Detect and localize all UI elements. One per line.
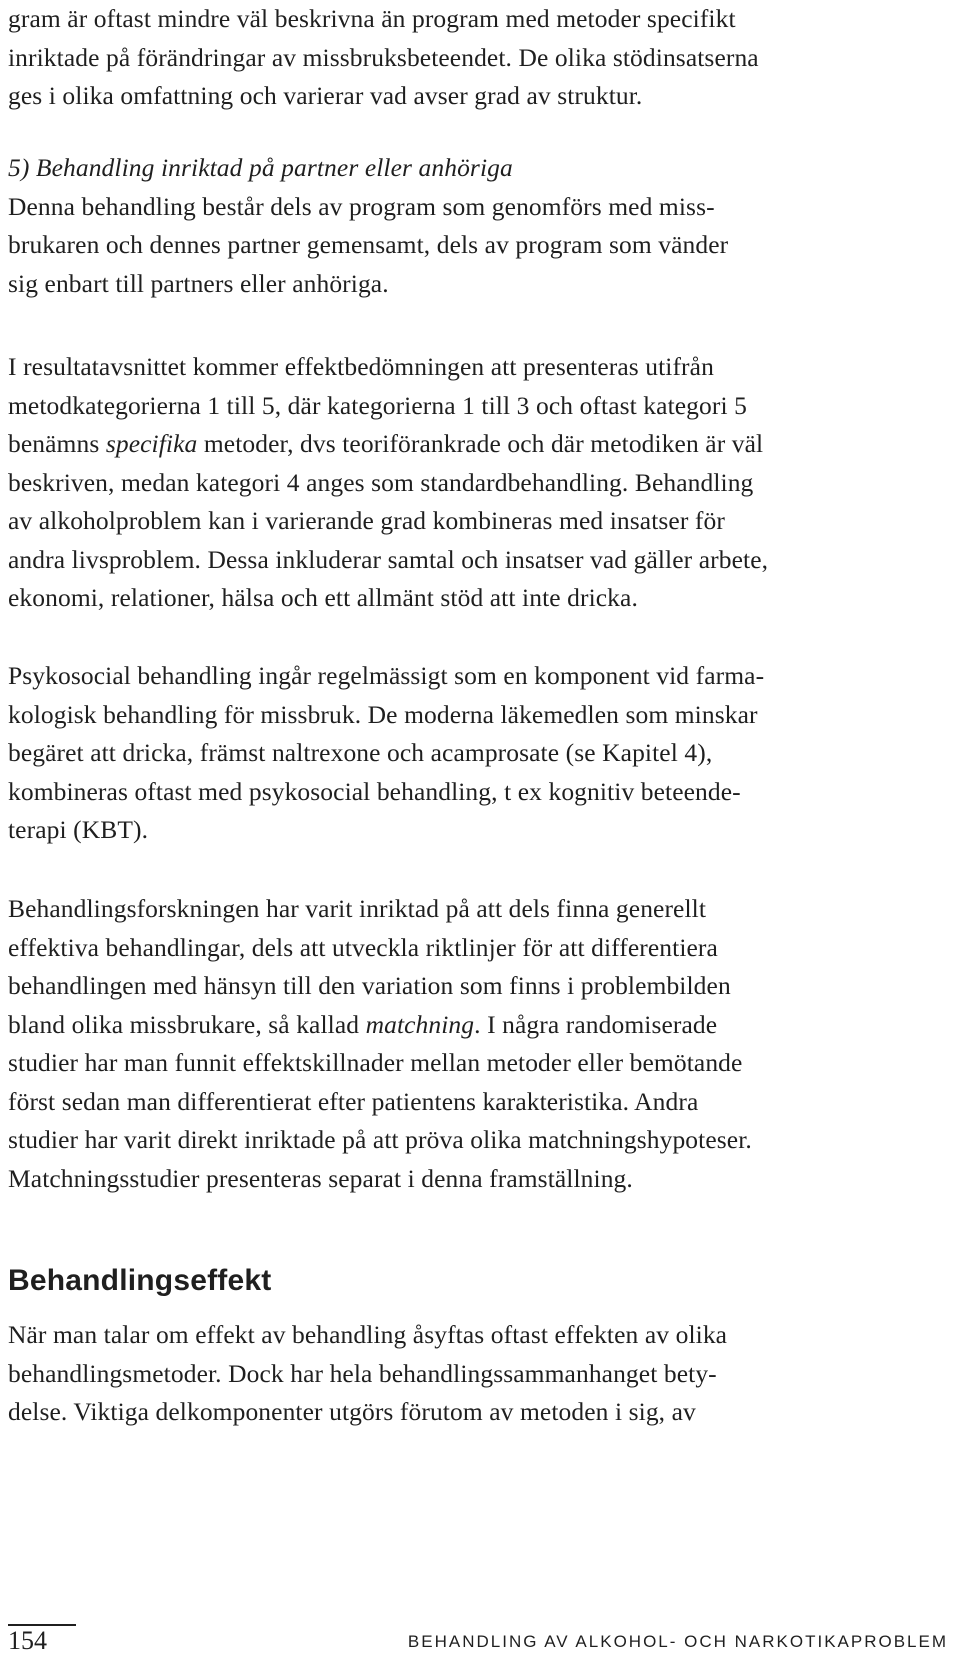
text-line: Denna behandling består dels av program som genomförs med miss-	[8, 191, 715, 221]
text-span: benämns	[8, 429, 106, 458]
text-line: ges i olika omfattning och varierar vad avser grad av struktur.	[8, 81, 643, 110]
text-line: studier har varit direkt inriktade på att pröva olika matchningshypoteser.	[8, 1125, 752, 1154]
text-line: sig enbart till partners eller anhöriga.	[8, 268, 389, 298]
page-number: 154	[8, 1626, 47, 1655]
text-line: Psykosocial behandling ingår regelmässigt som en komponent vid farma-	[8, 661, 765, 690]
text-span: bland olika missbrukare, så kallad	[8, 1009, 366, 1039]
section-5-title: 5) Behandling inriktad på partner eller anhöriga	[8, 153, 513, 182]
text-line: metodkategorierna 1 till 5, där kategorierna 1 till 3 och oftast kategori 5	[8, 390, 747, 420]
text-line: först sedan man differentierat efter patientens karakteristika. Andra	[8, 1086, 699, 1116]
section-heading: Behandlingseffekt	[8, 1264, 272, 1297]
text-line: effektiva behandlingar, dels att utveckla riktlinjer för att differentiera	[8, 932, 718, 962]
text-line: Matchningsstudier presenteras separat i denna framställning.	[8, 1163, 633, 1193]
emphasis-specifika: specifika	[105, 429, 198, 458]
text-line: brukaren och dennes partner gemensamt, dels av program som vänder	[8, 230, 729, 259]
effect-paragraph	[8, 1316, 727, 1432]
text-line	[8, 1006, 752, 1045]
section-5-paragraph	[8, 149, 728, 303]
page-footer	[8, 1624, 948, 1654]
text-line: av alkoholproblem kan i varierande grad kombineras med insatser för	[8, 506, 725, 535]
running-title: BEHANDLING AV ALKOHOL- OCH NARKOTIKAPROBLEM	[407, 1632, 948, 1651]
text-line: behandlingsmetoder. Dock har hela behandlingssammanhanget bety-	[8, 1358, 717, 1388]
text-line: delse. Viktiga delkomponenter utgörs förutom av metoden i sig, av	[8, 1397, 696, 1426]
text-line: begäret att dricka, främst naltrexone och acamprosate (se Kapitel 4),	[8, 738, 713, 767]
intro-paragraph	[8, 0, 759, 116]
text-line: terapi (KBT).	[8, 815, 149, 844]
text-line: Behandlingsforskningen har varit inriktad på att dels finna generellt	[8, 894, 707, 923]
text-line: gram är oftast mindre väl beskrivna än program med metoder specifikt	[8, 4, 736, 33]
text-span: . I några randomiserade	[474, 1009, 718, 1039]
text-line: studier har man funnit effektskillnader mellan metoder eller bemötande	[8, 1048, 743, 1077]
psychosocial-paragraph	[8, 657, 764, 850]
emphasis-matchning: matchning	[365, 1009, 475, 1039]
text-line: andra livsproblem. Dessa inkluderar samtal och insatser vad gäller arbete,	[8, 544, 769, 574]
text-line: beskriven, medan kategori 4 anges som standardbehandling. Behandling	[8, 467, 754, 497]
text-line: inriktade på förändringar av missbruksbeteendet. De olika stödinsatserna	[8, 42, 759, 72]
results-paragraph	[8, 348, 768, 618]
text-line: behandlingen med hänsyn till den variation som finns i problembilden	[8, 971, 731, 1000]
research-paragraph	[8, 890, 752, 1198]
text-line: När man talar om effekt av behandling åsyftas oftast effekten av olika	[8, 1320, 728, 1349]
text-line: kombineras oftast med psykosocial behandling, t ex kognitiv beteende-	[8, 776, 741, 806]
text-span: metoder, dvs teoriförankrade och där metodiken är väl	[197, 429, 764, 458]
text-line: ekonomi, relationer, hälsa och ett allmänt stöd att inte dricka.	[8, 583, 638, 612]
text-line: I resultatavsnittet kommer effektbedömningen att presenteras utifrån	[8, 352, 714, 381]
text-line: kologisk behandling för missbruk. De moderna läkemedlen som minskar	[8, 699, 758, 729]
text-line	[8, 425, 768, 464]
